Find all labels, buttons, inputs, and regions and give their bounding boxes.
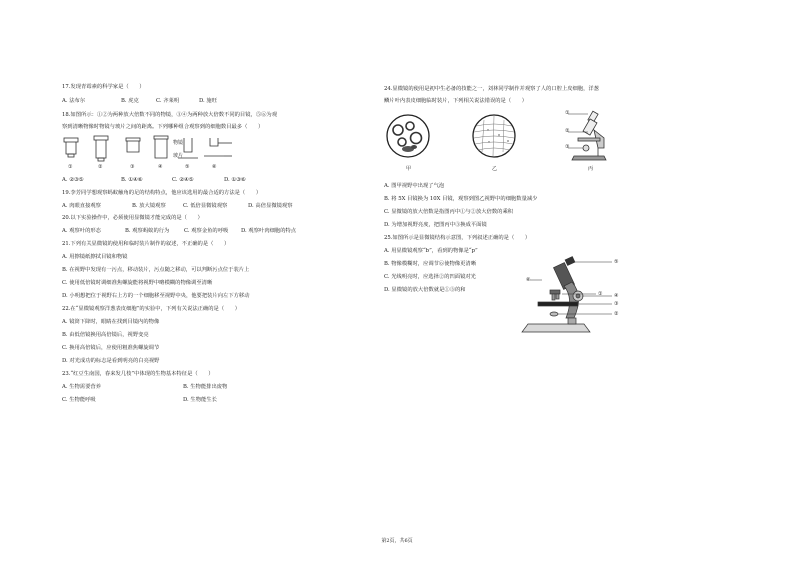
q25-label-5: ⑤ [614,259,619,265]
q18-stem-line2: 察到清晰物像时物镜与玻片之间的距离。下列哪种组合观察到的细胞数目最多（ ） [62,124,264,130]
q21-option-b: B. 在视野中发现有一污点，移动装片，污点随之移动，可以判断污点位于装片上 [62,267,250,273]
q24-stem-line2: 鳞片叶内表皮细胞临时装片，下列相关说法错误的是（ ） [384,98,528,104]
q17-option-d: D. 施旺 [199,98,218,104]
q18-fig-label-6: ⑥ [212,164,217,170]
q20-option-c: C. 观察金鱼的呼吸 [184,228,229,234]
q18-option-b: B. ①④⑥ [121,177,143,183]
q18-fig-label-2: ② [98,164,103,170]
q21-stem: 21.下列有关显微镜的使用和临时装片制作的叙述，不正确的是（ ） [62,241,230,247]
q20-option-b: B. 观察蚂蚁的行为 [125,228,170,234]
q25-stem: 25.如图所示是显微镜结构示意图，下列叙述正确的是（ ） [384,235,531,241]
q24-caption-jia: 甲 [406,166,412,172]
q23-option-c: C. 生物能呼吸 [62,397,96,403]
q25-option-c: C. 光线明亮时，应选择②的凹面镜对光 [384,274,476,280]
q18-label-slide: 玻片 [173,153,184,159]
q22-option-c: C. 换用高倍镜后，应使用粗准焦螺旋调节 [62,345,160,351]
q18-option-c: C. ②④⑤ [172,177,194,183]
q25-label-1: ① [598,291,603,297]
q20-stem: 20.以下实验操作中，必须使用显微镜才能完成的是（ ） [62,215,203,221]
q21-option-d: D. 小明想把位于视野右上方的一个细胞移至视野中央，他要把装片向左下方移动 [62,293,250,299]
q25-option-b: B. 物像模糊时，应调节⑥使物像更清晰 [384,261,477,267]
q24-option-b: B. 将 5X 目镜换为 10X 目镜，观察到图乙视野中的细胞数量减少 [384,196,538,202]
q25-microscope-figure [522,252,622,344]
q18-fig-label-4: ④ [158,164,163,170]
q25-label-4: ④ [614,293,619,299]
q23-option-d: D. 生物能生长 [183,397,217,403]
q18-fig-label-3: ③ [130,164,135,170]
q22-option-b: B. 由低倍镜换用高倍镜后，视野变亮 [62,332,149,338]
q18-label-objective: 物镜 [173,140,184,146]
q19-option-c: C. 低倍显微镜观察 [183,203,228,209]
q24-option-a: A. 图甲视野中出现了气泡 [384,183,445,189]
q24-bing-label-2: ② [565,128,570,134]
q25-option-d: D. 显微镜的放大倍数就是①③的和 [384,287,466,293]
q17-option-a: A. 法布尔 [62,98,86,104]
q24-option-d: D. 为增加视野亮度，把图丙中③换成平面镜 [384,222,487,228]
q19-stem: 19.李芳同学想观察蚂蚁触角的足的结构特点，他应该选用的最合适的方法是（ ） [62,190,262,196]
q24-caption-bing: 丙 [588,166,594,172]
q22-option-d: D. 对光成功的标志是看到明亮的白亮视野 [62,358,160,364]
q24-figure-bing [560,108,620,166]
q20-option-a: A. 观察叶的形态 [62,228,101,234]
q25-label-3: ③ [614,301,619,307]
q19-option-b: B. 放大镜观察 [132,203,166,209]
q24-figure-jia [384,112,434,162]
q24-stem-line1: 24.显微镜的使用是初中生必备的技能之一，刘林同学制作并观察了人的口腔上皮细胞，洋葱 [384,86,600,92]
q17-option-b: B. 虎克 [121,98,139,104]
q18-fig-label-1: ① [68,164,73,170]
q24-option-c: C. 显微镜的放大倍数是指图丙中①与②放大倍数的乘积 [384,209,514,215]
q19-option-a: A. 肉眼直接观察 [62,203,101,209]
q22-stem: 22.在“显微镜观察洋葱表皮细胞”的实验中，下列有关说法正确的是（ ） [62,306,241,312]
q25-option-a: A. 用显微镜观察“b”，看到的物像是“p” [384,248,478,254]
page-footer: 第2页，共6页 [381,538,413,544]
q21-option-a: A. 用擦镜纸擦拭目镜和物镜 [62,254,128,260]
q23-option-a: A. 生物需要营养 [62,384,101,390]
q24-bing-label-1: ① [565,110,570,116]
q17-option-c: C. 齐莱明 [156,98,180,104]
q22-option-a: A. 镜筒下降时，眼睛在找到目镜内的物像 [62,319,160,325]
q17-stem: 17.发现青霉素的科学家是（ ） [62,84,145,90]
q21-option-c: C. 使用低倍镜时调细准焦螺旋能将视野中略模糊的物像调至清晰 [62,280,213,286]
q24-bing-label-3: ③ [565,144,570,150]
q25-label-6: ⑥ [526,277,531,283]
q18-option-d: D. ①③⑥ [224,177,246,183]
q18-stem-line1: 18.如图所示：①②为两种放大倍数不同的物镜，③④为两种放大倍数不同的目镜，⑤⑥为观 [62,112,278,118]
q25-label-2: ② [614,311,619,317]
q18-option-a: A. ②③⑤ [62,177,84,183]
q18-fig-label-5: ⑤ [185,164,190,170]
q24-figure-yi [470,112,520,162]
q19-option-d: D. 高倍显微镜观察 [248,203,293,209]
q20-option-d: D. 观察叶肉细胞的特点 [241,228,297,234]
q24-caption-yi: 乙 [492,166,498,172]
q23-option-b: B. 生物能排出废物 [183,384,228,390]
q23-stem: 23.“红豆生南国，春来发几枝”中体现的生物基本特征是（ ） [62,371,214,377]
